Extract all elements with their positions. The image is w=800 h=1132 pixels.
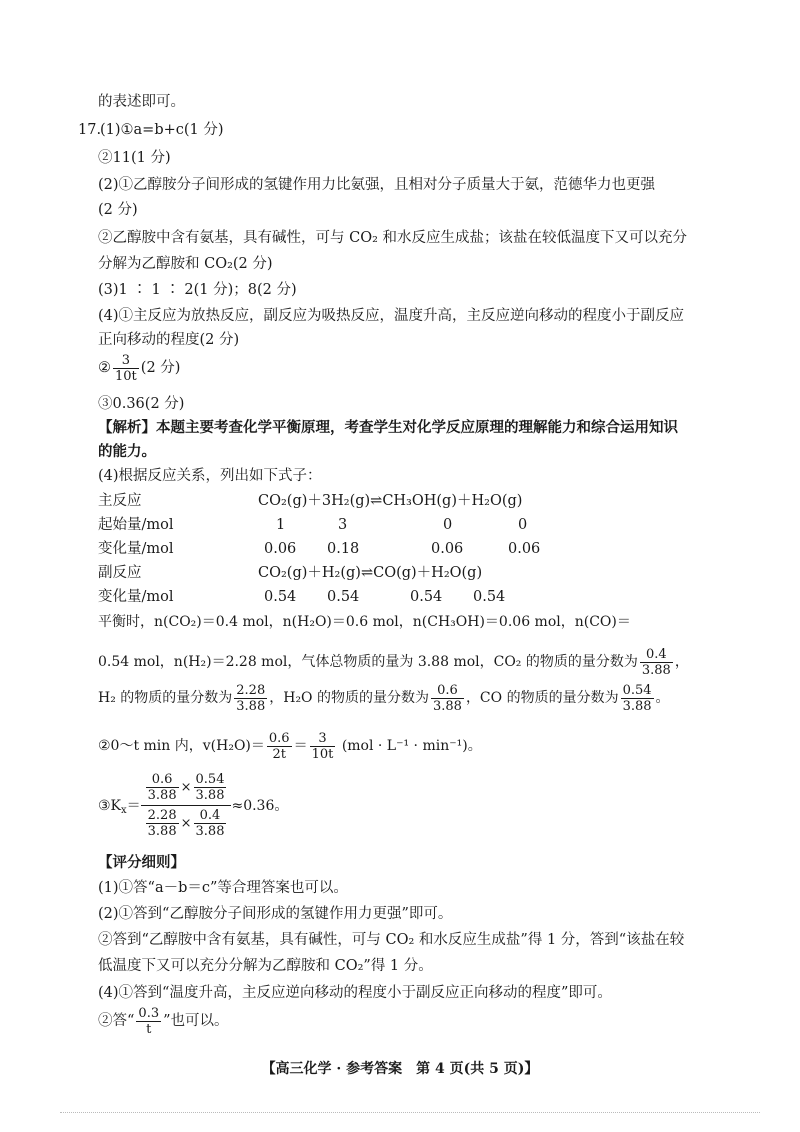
fraction	[431, 683, 464, 714]
grading-1: (1)①答“a－b＝c”等合理答案也可以。	[98, 880, 348, 896]
change-value: 0.06	[431, 541, 464, 557]
fraction-numerator: 0.4	[194, 808, 227, 824]
start-amount-label: 起始量/mol	[98, 517, 174, 533]
fraction-denominator: 3.88	[641, 662, 671, 678]
main-reaction-equation: CO₂(g)＋3H₂(g)⇌CH₃OH(g)＋H₂O(g)	[258, 493, 523, 509]
equilibrium-line-2: 0.54 mol，n(H₂)＝2.28 mol，气体总物质的量为 3.88 mol，CO₂ 的物质的量分数为 $\frac{0.4}{3.88}$ ，	[98, 646, 689, 678]
fraction	[267, 731, 292, 762]
start-value: 0	[518, 517, 528, 533]
fraction	[310, 731, 336, 762]
q17-part1-1: (1)①a=b+c(1 分)	[100, 122, 224, 138]
kx-result: ≈0.36。	[231, 797, 289, 814]
fraction-denominator: 3.88	[432, 698, 462, 714]
side-reaction-equation: CO₂(g)＋H₂(g)⇌CO(g)＋H₂O(g)	[258, 565, 483, 581]
fraction	[136, 1006, 161, 1037]
change-amount-label: 变化量/mol	[98, 541, 174, 557]
intro-line: 的表述即可。	[98, 94, 185, 110]
grading-5	[98, 1003, 229, 1039]
page-footer: 【高三化学 · 参考答案 第 4 页(共 5 页)】	[261, 1061, 539, 1077]
q17-part4-2	[98, 350, 180, 386]
grading-3b: 低温度下又可以充分分解为乙醇胺和 CO₂”得 1 分。	[98, 958, 433, 974]
side-reaction-label: 副反应	[98, 565, 142, 581]
fraction-numerator: 0.6	[268, 730, 290, 746]
fraction-denominator: 2t	[272, 746, 286, 762]
fraction-numerator: 3	[113, 353, 139, 369]
fraction-denominator: t	[146, 1021, 152, 1037]
analysis-intro: (4)根据反应关系，列出如下式子：	[98, 468, 322, 484]
q17-part2-1a: (2)①乙醇胺分子间形成的氢键作用力比氨强，且相对分子质量大于氨，范德华力也更强	[98, 177, 656, 193]
score: (2 分)	[140, 360, 181, 376]
equilibrium-line-2-text: 0.54 mol，n(H₂)＝2.28 mol，气体总物质的量为 3.88 mol，CO₂ 的物质的量分数为	[98, 654, 638, 670]
fraction	[234, 683, 267, 714]
bottom-divider	[60, 1112, 760, 1113]
fraction	[621, 683, 654, 714]
side-change-value: 0.54	[327, 589, 360, 605]
rate-prefix: ②0～t min 内，v(H₂O)＝	[98, 738, 265, 754]
co-fraction-text: ，CO 的物质的量分数为	[465, 690, 619, 706]
analysis-line-a	[98, 418, 678, 438]
fraction	[194, 772, 227, 803]
fraction-denominator: 3.88	[622, 698, 652, 714]
q17-part3: (3)1 ∶ 1 ∶ 2(1 分)；8(2 分)	[98, 282, 297, 298]
side-change-value: 0.54	[473, 589, 506, 605]
analysis-text-a: 本题主要考查化学平衡原理，考查学生对化学反应原理的理解能力和综合运用知识	[156, 419, 678, 436]
fraction-numerator: 0.6	[146, 772, 179, 788]
fraction	[113, 353, 139, 384]
fraction	[640, 647, 673, 678]
q17-number: 17.	[78, 122, 102, 138]
fraction-numerator: 0.4	[640, 647, 673, 663]
fraction-numerator: 3	[310, 731, 336, 747]
analysis-label: 【解析】	[98, 419, 156, 436]
fraction	[146, 772, 179, 803]
grading-5-suffix: ”也可以。	[163, 1013, 229, 1029]
start-value: 3	[338, 517, 348, 533]
change-value: 0.06	[264, 541, 297, 557]
q17-part4-1b: 正向移动的程度(2 分)	[98, 332, 240, 348]
side-change-value: 0.54	[264, 589, 297, 605]
grading-4: (4)①答到“温度升高，主反应逆向移动的程度小于副反应正向移动的程度”即可。	[98, 985, 612, 1001]
fraction-denominator: 10t	[311, 746, 334, 762]
compound-denominator: $\frac{2.28}{3.88}$ × $\frac{0.4}{3.88}$	[147, 808, 225, 839]
side-change-label: 变化量/mol	[98, 589, 174, 605]
equilibrium-line-3: H₂ 的物质的量分数为 $\frac{2.28}{3.88}$ ，H₂O 的物质的量分数为 $\frac{0.6}{3.88}$ ，CO 的物质的量分数为 $\frac{0.54}{3.88}$ 。	[98, 682, 670, 714]
change-value: 0.06	[508, 541, 541, 557]
grading-5-prefix: ②答“	[98, 1013, 135, 1029]
fraction-denominator: 3.88	[236, 698, 266, 714]
q17-part4-2-prefix: ②	[98, 360, 111, 376]
compound-fraction	[141, 772, 232, 839]
fraction-denominator: 3.88	[195, 788, 225, 803]
fraction-denominator: 3.88	[147, 788, 177, 803]
grading-2: (2)①答到“乙醇胺分子间形成的氢键作用力更强”即可。	[98, 906, 453, 922]
q17-part2-1b: (2 分)	[98, 202, 138, 218]
h2o-fraction-text: ，H₂O 的物质的量分数为	[269, 690, 429, 706]
kx-subscript: x	[121, 804, 127, 816]
fraction-denominator: 3.88	[195, 824, 225, 839]
grading-label: 【评分细则】	[98, 854, 185, 871]
rate-line: ②0～t min 内，v(H₂O)＝ $\frac{0.6}{2t}$ ＝ $\frac{3}{10t}$ (mol · L⁻¹ · min⁻¹)。	[98, 730, 482, 762]
kx-line: $③K_x=$ $\frac{0.6}{3.88}$ × $\frac{0.54}{3.88}$ $\frac{2.28}{3.88}$ × $\frac{0.4}{3.88}$ ≈0.36。	[98, 772, 289, 839]
q17-part2-2b: 分解为乙醇胺和 CO₂(2 分)	[98, 256, 273, 272]
start-value: 0	[443, 517, 453, 533]
start-value: 1	[276, 517, 286, 533]
q17-part2-2a: ②乙醇胺中含有氨基，具有碱性，可与 CO₂ 和水反应生成盐；该盐在较低温度下又可以充分	[98, 230, 688, 246]
fraction-denominator: 3.88	[147, 824, 177, 839]
fraction-numerator: 0.54	[195, 772, 225, 787]
kx-prefix: ③K	[98, 797, 122, 814]
fraction-numerator: 2.28	[236, 682, 266, 698]
fraction	[146, 808, 179, 839]
rate-unit: (mol · L⁻¹ · min⁻¹)。	[341, 738, 482, 754]
analysis-text-b: 的能力。	[98, 443, 156, 460]
fraction	[194, 808, 227, 839]
fraction-numerator: 2.28	[147, 808, 177, 823]
equilibrium-line-1: 平衡时，n(CO₂)＝0.4 mol，n(H₂O)＝0.6 mol，n(CH₃OH)＝0.06 mol，n(CO)＝	[98, 614, 631, 630]
fraction-numerator: 0.54	[622, 682, 652, 698]
fraction-numerator: 0.3	[138, 1005, 160, 1021]
q17-part1-2: ②11(1 分)	[98, 150, 171, 166]
fraction-denominator: 10t	[115, 368, 137, 384]
fraction-numerator: 0.6	[431, 683, 464, 699]
side-change-value: 0.54	[410, 589, 443, 605]
grading-3a: ②答到“乙醇胺中含有氨基，具有碱性，可与 CO₂ 和水反应生成盐”得 1 分，答到“该盐在较	[98, 932, 685, 948]
q17-part4-1a: (4)①主反应为放热反应，副反应为吸热反应，温度升高，主反应逆向移动的程度小于副反应	[98, 308, 685, 324]
h2-fraction-text: H₂ 的物质的量分数为	[98, 690, 233, 706]
change-value: 0.18	[327, 541, 360, 557]
compound-numerator: $\frac{0.6}{3.88}$ × $\frac{0.54}{3.88}$	[141, 772, 232, 806]
q17-part4-3: ③0.36(2 分)	[98, 396, 185, 412]
main-reaction-label: 主反应	[98, 493, 142, 509]
